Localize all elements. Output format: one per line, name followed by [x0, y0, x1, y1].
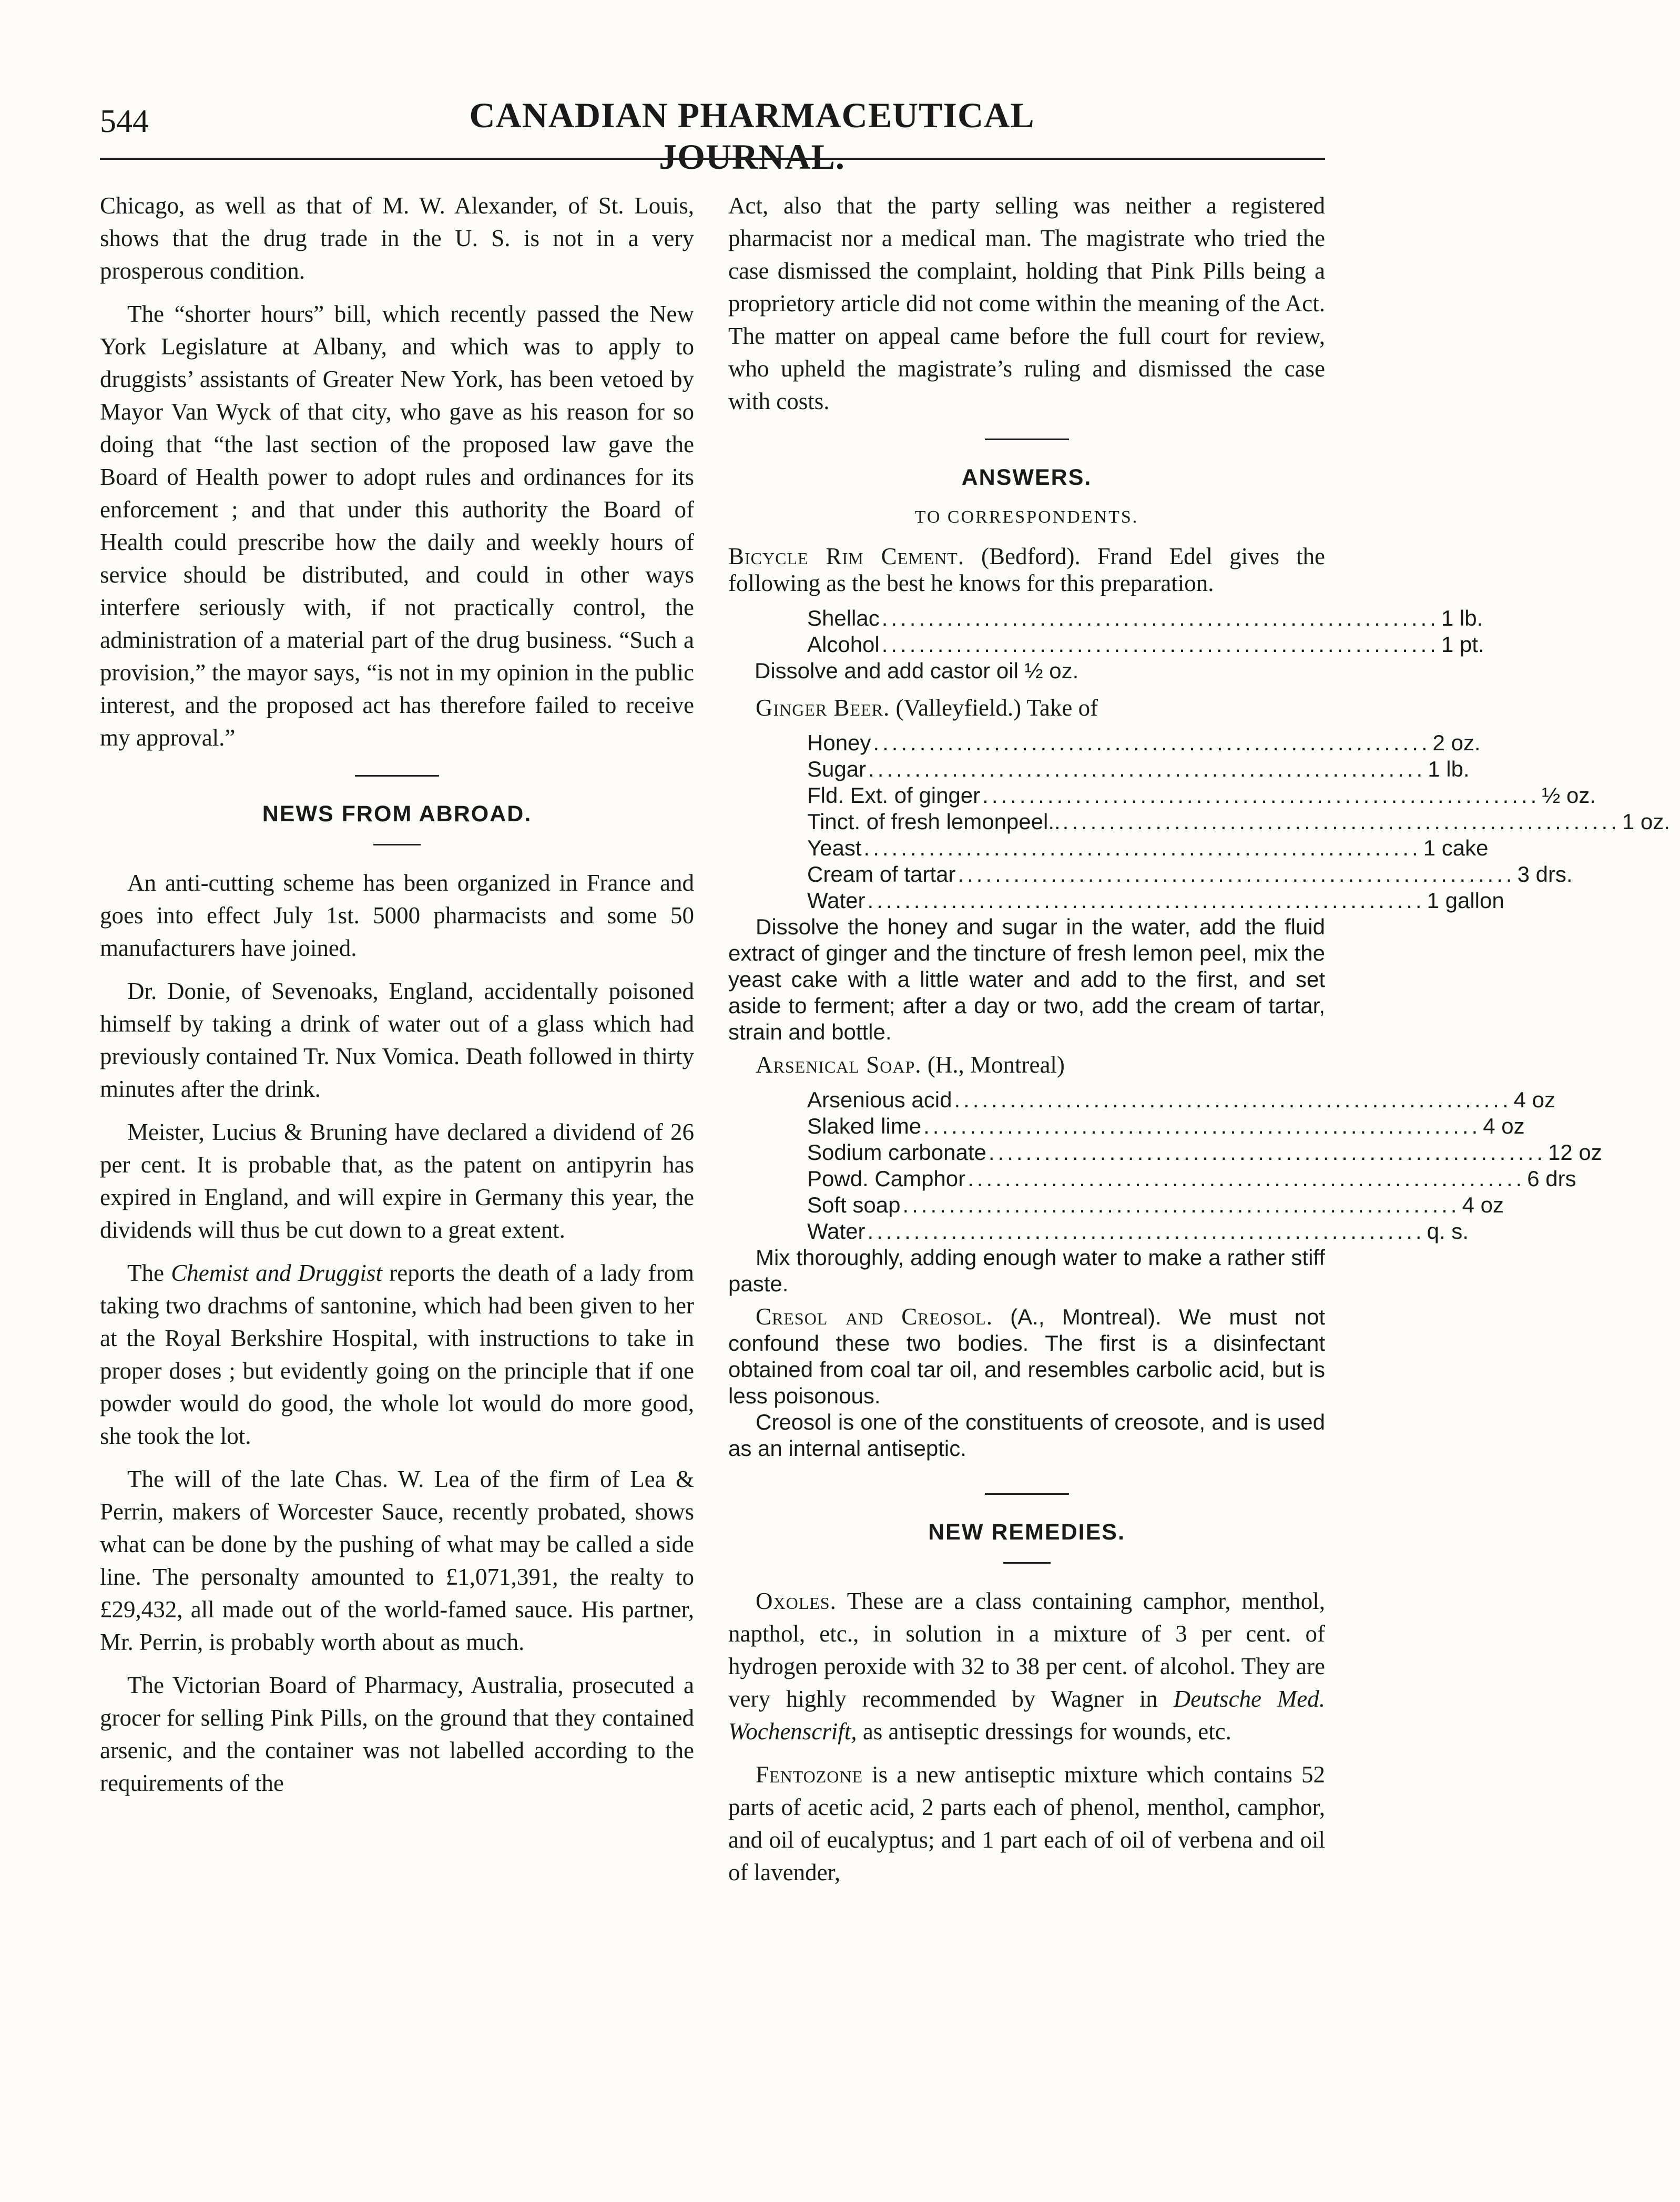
- leader-dots: ............................................................: [863, 835, 1421, 860]
- answer-title: Bicycle Rim Cement.: [728, 543, 965, 569]
- recipe-row: [807, 835, 1489, 861]
- recipe-row: [807, 1139, 1602, 1166]
- leader-dots: ............................................................: [902, 1192, 1460, 1217]
- text-run: The: [127, 1260, 171, 1286]
- answer-item: [728, 695, 1325, 721]
- leader-dots: ............................................................: [881, 632, 1439, 657]
- ingredient: Powd. Camphor: [807, 1166, 966, 1191]
- news-item: Meister, Lucius & Bruning have declared a dividend of 26 per cent. It is probable that, as the patent on antipyrin has expired in England, and will expire in Germany this year, the dividends will thus be cut down to a great extent.: [100, 1119, 694, 1243]
- remedy-title: Oxoles.: [756, 1588, 837, 1614]
- quantity: 12 oz: [1548, 1140, 1602, 1165]
- news-item: The Victorian Board of Pharmacy, Australia, prosecuted a grocer for selling Pink Pills, on the ground that they contained arsenic, and the container was not labelled according to the requirements of the: [100, 1672, 694, 1796]
- recipe-row: [807, 631, 1484, 658]
- ingredient: Honey: [807, 730, 871, 755]
- ingredient: Tinct. of fresh lemonpeel..: [807, 809, 1061, 834]
- section-subheading: TO CORRESPONDENTS.: [914, 507, 1139, 527]
- leader-dots: ............................................................: [923, 1114, 1481, 1138]
- right-column: [728, 189, 1670, 1899]
- remedy-item: [728, 1585, 1325, 1748]
- answers-block: [728, 543, 1670, 1462]
- leader-dots: ............................................................: [867, 1219, 1425, 1243]
- remedy-title: Fentozone: [756, 1761, 863, 1788]
- paragraph: Act, also that the party selling was neither a registered pharmacist nor a medical man. The magistrate who tried the case dismissed the complaint, holding that Pink Pills being a proprietory article did not come within the meaning of the Act. The matter on appeal came before the full court for review, who upheld the magistrate’s ruling and dismissed the case with costs.: [728, 192, 1325, 414]
- section-divider: [985, 439, 1069, 440]
- answer-item: [728, 543, 1325, 597]
- ingredient: Soft soap: [807, 1192, 901, 1217]
- answer-title: Ginger Beer.: [756, 695, 890, 721]
- recipe-note: Dissolve and add castor oil ½ oz.: [755, 658, 1079, 683]
- heading-rule: [373, 844, 421, 845]
- text-run: (H., Montreal): [921, 1052, 1065, 1078]
- ingredient: Sugar: [807, 757, 867, 781]
- recipe-row: [807, 782, 1596, 809]
- remedy-item: [728, 1758, 1325, 1889]
- paragraph: The “shorter hours” bill, which recently passed the New York Legislature at Albany, and which was to apply to druggists’ assistants of Greater New York, has been vetoed by Mayor Van Wyck of that city, who gave as his reason for so doing that “the last section of the proposed law gave the Board of Health power to adopt rules and ordinances for its enforcement ; and that under this authority the Board of Health could prescribe how the daily and weekly hours of service should be distributed, and could in other ways interfere seriously with, if not practically control, the administration of a material part of the drug business. “Such a provision,” the mayor says, “is not in my opinion in the public interest, and the proposed act has therefore failed to receive my approval.”: [100, 301, 694, 751]
- ingredient: Water: [807, 1219, 866, 1243]
- leader-dots: ............................................................: [867, 888, 1425, 913]
- text-run: (Valleyfield.) Take of: [890, 695, 1098, 721]
- recipe-directions: Mix thoroughly, adding enough water to make a rather stiff paste.: [728, 1245, 1325, 1296]
- ingredient: Slaked lime: [807, 1114, 922, 1138]
- text-run: is a new antiseptic mixture which contains 52 parts of acetic acid, 2 parts each of phenol, menthol, camphor, and oil of eucalyptus; and 1 part each of oil of verbena and oil of lavender,: [728, 1761, 1325, 1885]
- recipe-row: [807, 809, 1670, 835]
- quantity: 3 drs.: [1517, 862, 1573, 886]
- section-heading: NEWS FROM ABROAD.: [262, 801, 532, 827]
- section-divider: [985, 1493, 1069, 1495]
- recipe-row: [807, 756, 1470, 782]
- publication-title: Chemist and Druggist: [171, 1260, 382, 1286]
- quantity: 1 oz.: [1622, 809, 1670, 834]
- leader-dots: ............................................................: [982, 783, 1540, 808]
- news-item: An anti-cutting scheme has been organized in France and goes into effect July 1st. 5000 pharmacists and some 50 manufacturers have joined.: [100, 870, 694, 961]
- recipe-row: [807, 605, 1483, 631]
- text-run: reports the death of a lady from taking two drachms of santonine, which had been given to her at the Royal Berkshire Hospital, with instructions to take in proper doses ; but evidently going on the principle that if one powder would do good, the whole lot would do more good, she took the lot.: [100, 1260, 694, 1449]
- leader-dots: ............................................................: [988, 1140, 1546, 1165]
- quantity: 4 oz: [1513, 1087, 1556, 1112]
- quantity: ½ oz.: [1542, 783, 1596, 808]
- leader-dots: ............................................................: [958, 862, 1515, 886]
- ingredient: Cream of tartar: [807, 862, 956, 886]
- recipe-row: [807, 1166, 1576, 1192]
- leader-dots: ............................................................: [868, 757, 1426, 781]
- quantity: q. s.: [1427, 1219, 1469, 1243]
- paragraph: Creosol is one of the constituents of creosote, and is used as an internal antiseptic.: [728, 1410, 1325, 1461]
- recipe-directions: Dissolve the honey and sugar in the water, add the fluid extract of ginger and the tincture of fresh lemon peel, mix the yeast cake with a little water and add to the first, and set aside to ferment; after a day or two, add the cream of tartar, strain and bottle.: [728, 914, 1325, 1044]
- answer-item: [728, 1052, 1325, 1078]
- quantity: 4 oz: [1462, 1192, 1504, 1217]
- quantity: 2 oz.: [1432, 730, 1481, 755]
- text-run: as antiseptic dressings for wounds, etc.: [857, 1718, 1231, 1745]
- news-item: [100, 1257, 694, 1452]
- section-heading: NEW REMEDIES.: [928, 1520, 1125, 1545]
- section-divider: [355, 775, 439, 777]
- answer-item: [728, 1303, 1325, 1409]
- recipe-list: [807, 730, 1670, 914]
- page-number: 544: [100, 104, 149, 139]
- recipe-row: [807, 730, 1481, 756]
- ingredient: Alcohol: [807, 632, 880, 657]
- quantity: 1 lb.: [1441, 606, 1483, 630]
- left-column: [100, 189, 694, 1810]
- ingredient: Shellac: [807, 606, 880, 630]
- section-heading: ANSWERS.: [961, 465, 1092, 490]
- leader-dots: ............................................................: [881, 606, 1439, 630]
- recipe-row: [807, 861, 1573, 888]
- text-run: These are a class containing camphor, menthol, napthol, etc., in solution in a mixture of 3 per cent. of hydrogen peroxide with 32 to 38 per cent. of alcohol. They are very highly recommended by Wagner in: [728, 1588, 1325, 1712]
- quantity: 4 oz: [1483, 1114, 1525, 1138]
- paragraph: Chicago, as well as that of M. W. Alexander, of St. Louis, shows that the drug trade in the U. S. is not in a very prosperous condition.: [100, 192, 694, 284]
- ingredient: Sodium carbonate: [807, 1140, 986, 1165]
- leader-dots: ............................................................: [968, 1166, 1525, 1191]
- recipe-row: [807, 1218, 1469, 1245]
- text-run: (A., Montreal). We must not confound these two bodies. The first is a disinfectant obtained from coal tar oil, and resembles carbolic acid, but is less poisonous.: [728, 1304, 1325, 1408]
- quantity: 1 lb.: [1428, 757, 1470, 781]
- ingredient: Water: [807, 888, 866, 913]
- answer-title: Cresol and Creosol.: [756, 1303, 993, 1330]
- quantity: 1 gallon: [1427, 888, 1504, 913]
- quantity: 6 drs: [1527, 1166, 1576, 1191]
- text-run: (Bedford). Frand Edel gives the following as the best he knows for this preparation.: [728, 543, 1326, 596]
- recipe-row: [807, 888, 1504, 914]
- leader-dots: ............................................................: [954, 1087, 1512, 1112]
- ingredient: Yeast: [807, 835, 862, 860]
- header-rule: [100, 158, 1325, 160]
- news-item: Dr. Donie, of Sevenoaks, England, accidentally poisoned himself by taking a drink of water out of a glass which had previously contained Tr. Nux Vomica. Death followed in thirty minutes after the drink.: [100, 978, 694, 1102]
- recipe-row: [807, 1192, 1504, 1218]
- news-item: The will of the late Chas. W. Lea of the firm of Lea & Perrin, makers of Worcester Sauce, recently probated, shows what can be done by the pushing of what may be called a side line. The personalty amounted to £1,071,391, the realty to £29,432, all made out of the world-famed sauce. His partner, Mr. Perrin, is probably worth about as much.: [100, 1466, 694, 1655]
- ingredient: Fld. Ext. of ginger: [807, 783, 981, 808]
- recipe-list: [807, 605, 1484, 658]
- running-head: CANADIAN PHARMACEUTICAL JOURNAL.: [469, 95, 1035, 177]
- answer-title: Arsenical Soap.: [756, 1052, 922, 1078]
- quantity: 1 pt.: [1441, 632, 1484, 657]
- leader-dots: ............................................................: [1062, 809, 1620, 834]
- leader-dots: ............................................................: [873, 730, 1431, 755]
- recipe-row: [807, 1087, 1556, 1113]
- recipe-list: [807, 1087, 1602, 1245]
- heading-rule: [1003, 1562, 1051, 1564]
- ingredient: Arsenious acid: [807, 1087, 952, 1112]
- recipe-row: [807, 1113, 1525, 1139]
- publication-title: Deutsche Med. Wochenscrift,: [728, 1686, 1326, 1745]
- quantity: 1 cake: [1423, 835, 1489, 860]
